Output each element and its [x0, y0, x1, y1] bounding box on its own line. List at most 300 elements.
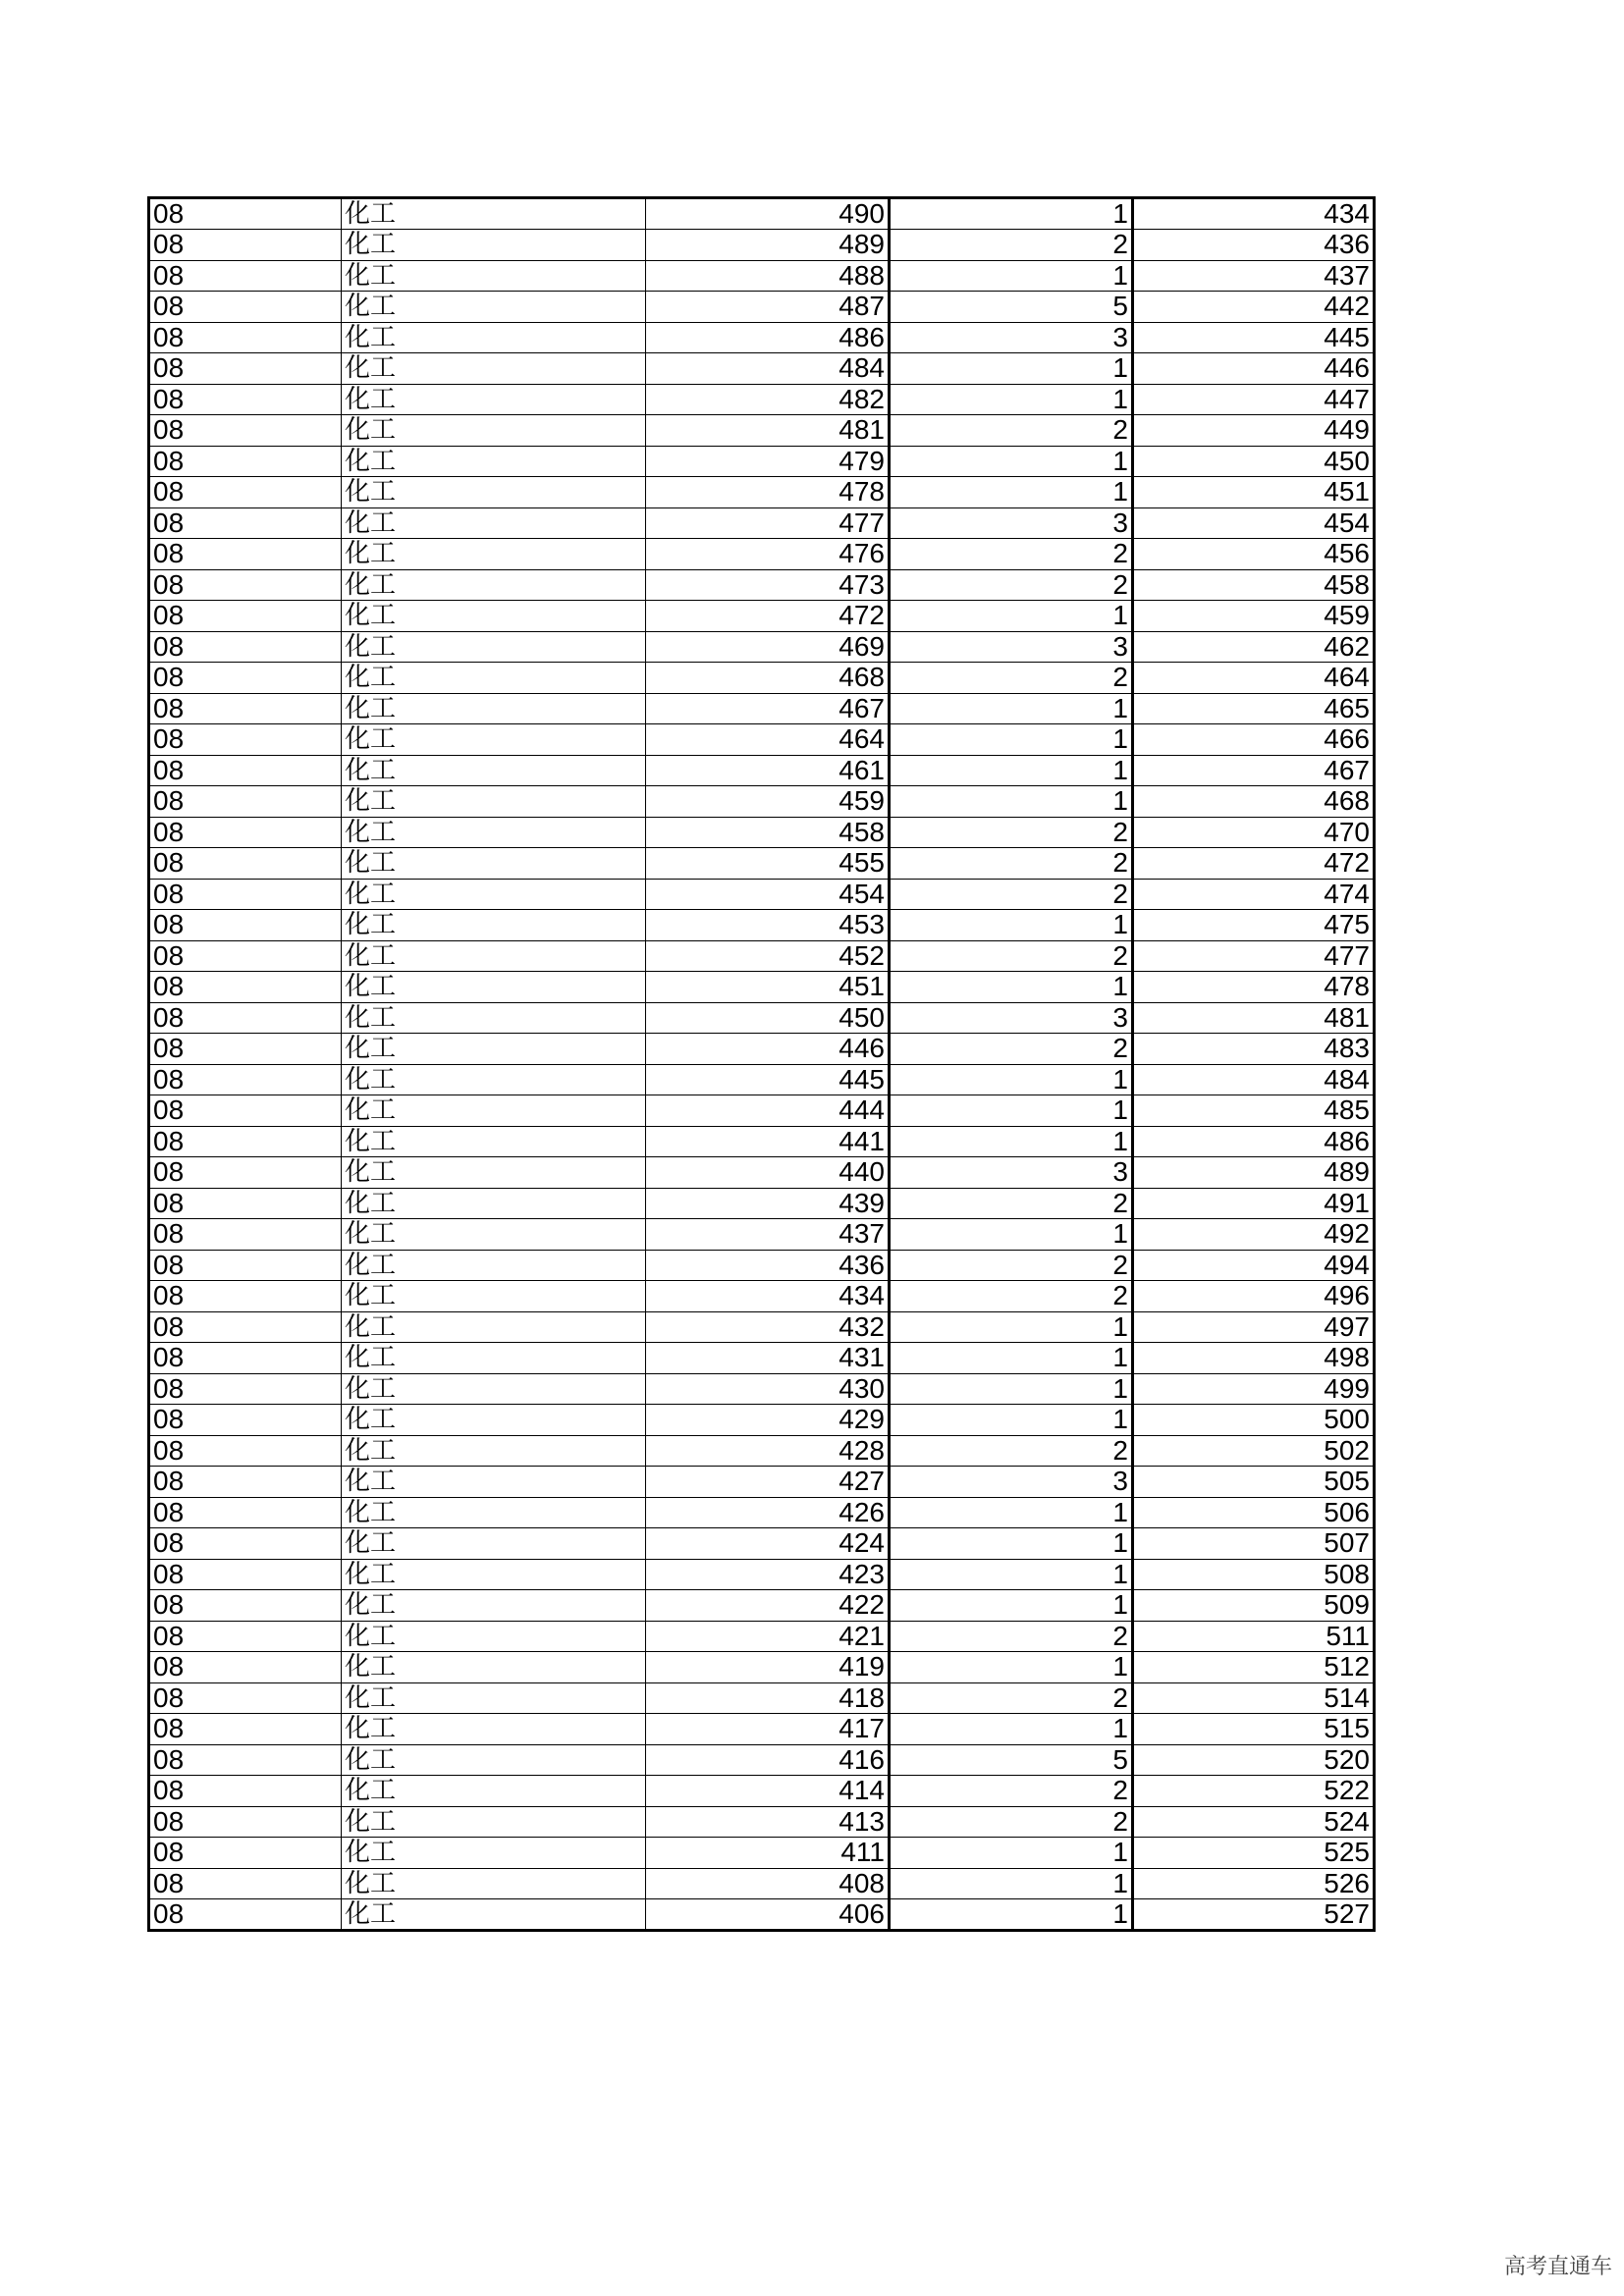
cumulative-cell: 450 [1133, 446, 1375, 477]
score-cell: 428 [646, 1435, 890, 1467]
subject-cell: 化工 [342, 601, 646, 632]
table-row [149, 415, 1375, 447]
cumulative-cell: 527 [1133, 1899, 1375, 1931]
subject-cell: 化工 [342, 1714, 646, 1745]
table-row [149, 663, 1375, 694]
score-cell: 432 [646, 1311, 890, 1343]
count-cell: 2 [890, 940, 1133, 972]
score-cell: 488 [646, 260, 890, 292]
cumulative-cell: 502 [1133, 1435, 1375, 1467]
cumulative-cell: 485 [1133, 1095, 1375, 1127]
cumulative-cell: 489 [1133, 1157, 1375, 1189]
count-cell: 5 [890, 1744, 1133, 1776]
count-cell: 1 [890, 1405, 1133, 1436]
table-row [149, 1838, 1375, 1869]
table-row [149, 1250, 1375, 1281]
subject-cell: 化工 [342, 1250, 646, 1281]
score-table [147, 196, 1376, 1932]
count-cell: 1 [890, 1714, 1133, 1745]
code-cell: 08 [149, 539, 342, 570]
score-cell: 467 [646, 693, 890, 724]
cumulative-cell: 484 [1133, 1064, 1375, 1095]
count-cell: 1 [890, 1899, 1133, 1931]
table-row [149, 1034, 1375, 1065]
subject-cell: 化工 [342, 1652, 646, 1683]
count-cell: 2 [890, 569, 1133, 601]
table-row [149, 353, 1375, 385]
score-cell: 476 [646, 539, 890, 570]
code-cell: 08 [149, 1373, 342, 1405]
score-cell: 419 [646, 1652, 890, 1683]
code-cell: 08 [149, 817, 342, 848]
subject-cell: 化工 [342, 1188, 646, 1219]
count-cell: 2 [890, 1776, 1133, 1807]
score-cell: 450 [646, 1002, 890, 1034]
cumulative-cell: 515 [1133, 1714, 1375, 1745]
table-row [149, 1776, 1375, 1807]
subject-cell: 化工 [342, 1405, 646, 1436]
code-cell: 08 [149, 755, 342, 786]
table-row [149, 1157, 1375, 1189]
cumulative-cell: 506 [1133, 1497, 1375, 1528]
code-cell: 08 [149, 972, 342, 1003]
score-cell: 482 [646, 384, 890, 415]
code-cell: 08 [149, 1095, 342, 1127]
subject-cell: 化工 [342, 1343, 646, 1374]
cumulative-cell: 474 [1133, 879, 1375, 910]
table-row [149, 1219, 1375, 1251]
table-row [149, 539, 1375, 570]
table-row [149, 786, 1375, 818]
score-cell: 427 [646, 1467, 890, 1498]
cumulative-cell: 512 [1133, 1652, 1375, 1683]
table-row [149, 446, 1375, 477]
code-cell: 08 [149, 1590, 342, 1622]
code-cell: 08 [149, 477, 342, 508]
subject-cell: 化工 [342, 569, 646, 601]
subject-cell: 化工 [342, 230, 646, 261]
table-row [149, 507, 1375, 539]
code-cell: 08 [149, 260, 342, 292]
cumulative-cell: 496 [1133, 1281, 1375, 1312]
cumulative-cell: 507 [1133, 1528, 1375, 1560]
count-cell: 1 [890, 353, 1133, 385]
table-row [149, 1373, 1375, 1405]
code-cell: 08 [149, 1064, 342, 1095]
subject-cell: 化工 [342, 1095, 646, 1127]
cumulative-cell: 445 [1133, 322, 1375, 353]
count-cell: 1 [890, 1126, 1133, 1157]
table-row [149, 817, 1375, 848]
count-cell: 1 [890, 384, 1133, 415]
subject-cell: 化工 [342, 1621, 646, 1652]
count-cell: 1 [890, 1528, 1133, 1560]
score-cell: 478 [646, 477, 890, 508]
count-cell: 1 [890, 1095, 1133, 1127]
code-cell: 08 [149, 1343, 342, 1374]
table-row [149, 755, 1375, 786]
score-cell: 452 [646, 940, 890, 972]
table-row [149, 1126, 1375, 1157]
score-cell: 490 [646, 198, 890, 230]
subject-cell: 化工 [342, 817, 646, 848]
score-cell: 445 [646, 1064, 890, 1095]
score-cell: 451 [646, 972, 890, 1003]
table-row [149, 972, 1375, 1003]
subject-cell: 化工 [342, 1281, 646, 1312]
score-cell: 468 [646, 663, 890, 694]
table-row [149, 1497, 1375, 1528]
score-cell: 439 [646, 1188, 890, 1219]
code-cell: 08 [149, 631, 342, 663]
subject-cell: 化工 [342, 786, 646, 818]
score-cell: 453 [646, 910, 890, 941]
code-cell: 08 [149, 1744, 342, 1776]
subject-cell: 化工 [342, 415, 646, 447]
table-row [149, 1002, 1375, 1034]
code-cell: 08 [149, 724, 342, 756]
code-cell: 08 [149, 1219, 342, 1251]
code-cell: 08 [149, 1621, 342, 1652]
cumulative-cell: 498 [1133, 1343, 1375, 1374]
table-row [149, 1435, 1375, 1467]
count-cell: 3 [890, 1002, 1133, 1034]
table-row [149, 601, 1375, 632]
table-row [149, 230, 1375, 261]
code-cell: 08 [149, 1559, 342, 1590]
count-cell: 2 [890, 1188, 1133, 1219]
score-cell: 430 [646, 1373, 890, 1405]
subject-cell: 化工 [342, 1776, 646, 1807]
count-cell: 1 [890, 972, 1133, 1003]
subject-cell: 化工 [342, 1806, 646, 1838]
cumulative-cell: 446 [1133, 353, 1375, 385]
subject-cell: 化工 [342, 1034, 646, 1065]
code-cell: 08 [149, 663, 342, 694]
code-cell: 08 [149, 786, 342, 818]
count-cell: 1 [890, 446, 1133, 477]
code-cell: 08 [149, 879, 342, 910]
cumulative-cell: 447 [1133, 384, 1375, 415]
code-cell: 08 [149, 1528, 342, 1560]
table-row [149, 292, 1375, 323]
count-cell: 2 [890, 817, 1133, 848]
count-cell: 1 [890, 198, 1133, 230]
table-row [149, 1744, 1375, 1776]
score-table-body [149, 198, 1375, 1931]
count-cell: 3 [890, 507, 1133, 539]
score-cell: 431 [646, 1343, 890, 1374]
cumulative-cell: 467 [1133, 755, 1375, 786]
code-cell: 08 [149, 1311, 342, 1343]
count-cell: 1 [890, 260, 1133, 292]
cumulative-cell: 464 [1133, 663, 1375, 694]
code-cell: 08 [149, 1281, 342, 1312]
table-row [149, 1405, 1375, 1436]
count-cell: 2 [890, 1806, 1133, 1838]
cumulative-cell: 499 [1133, 1373, 1375, 1405]
cumulative-cell: 437 [1133, 260, 1375, 292]
table-row [149, 1714, 1375, 1745]
watermark-text: 高考直通车 [1503, 2255, 1612, 2279]
table-row [149, 910, 1375, 941]
table-row [149, 1188, 1375, 1219]
subject-cell: 化工 [342, 940, 646, 972]
score-cell: 429 [646, 1405, 890, 1436]
code-cell: 08 [149, 1250, 342, 1281]
score-cell: 461 [646, 755, 890, 786]
cumulative-cell: 451 [1133, 477, 1375, 508]
score-cell: 416 [646, 1744, 890, 1776]
subject-cell: 化工 [342, 1838, 646, 1869]
score-cell: 446 [646, 1034, 890, 1065]
score-cell: 417 [646, 1714, 890, 1745]
count-cell: 2 [890, 1682, 1133, 1714]
cumulative-cell: 458 [1133, 569, 1375, 601]
code-cell: 08 [149, 322, 342, 353]
count-cell: 1 [890, 755, 1133, 786]
score-cell: 472 [646, 601, 890, 632]
cumulative-cell: 436 [1133, 230, 1375, 261]
count-cell: 1 [890, 1373, 1133, 1405]
table-row [149, 1281, 1375, 1312]
cumulative-cell: 509 [1133, 1590, 1375, 1622]
count-cell: 1 [890, 724, 1133, 756]
score-cell: 444 [646, 1095, 890, 1127]
table-row [149, 848, 1375, 880]
count-cell: 1 [890, 1559, 1133, 1590]
score-cell: 424 [646, 1528, 890, 1560]
subject-cell: 化工 [342, 1497, 646, 1528]
count-cell: 1 [890, 1219, 1133, 1251]
cumulative-cell: 449 [1133, 415, 1375, 447]
score-cell: 436 [646, 1250, 890, 1281]
cumulative-cell: 514 [1133, 1682, 1375, 1714]
count-cell: 1 [890, 1868, 1133, 1899]
code-cell: 08 [149, 230, 342, 261]
score-cell: 469 [646, 631, 890, 663]
code-cell: 08 [149, 1188, 342, 1219]
code-cell: 08 [149, 693, 342, 724]
cumulative-cell: 456 [1133, 539, 1375, 570]
table-row [149, 1467, 1375, 1498]
count-cell: 2 [890, 1250, 1133, 1281]
cumulative-cell: 459 [1133, 601, 1375, 632]
subject-cell: 化工 [342, 1435, 646, 1467]
count-cell: 1 [890, 477, 1133, 508]
cumulative-cell: 491 [1133, 1188, 1375, 1219]
table-row [149, 1899, 1375, 1931]
code-cell: 08 [149, 1776, 342, 1807]
count-cell: 1 [890, 601, 1133, 632]
count-cell: 2 [890, 539, 1133, 570]
code-cell: 08 [149, 353, 342, 385]
score-cell: 423 [646, 1559, 890, 1590]
subject-cell: 化工 [342, 1899, 646, 1931]
cumulative-cell: 462 [1133, 631, 1375, 663]
cumulative-cell: 511 [1133, 1621, 1375, 1652]
subject-cell: 化工 [342, 724, 646, 756]
table-row [149, 1682, 1375, 1714]
count-cell: 3 [890, 631, 1133, 663]
score-cell: 458 [646, 817, 890, 848]
table-row [149, 724, 1375, 756]
code-cell: 08 [149, 910, 342, 941]
count-cell: 1 [890, 786, 1133, 818]
count-cell: 1 [890, 1590, 1133, 1622]
code-cell: 08 [149, 1002, 342, 1034]
score-cell: 437 [646, 1219, 890, 1251]
subject-cell: 化工 [342, 446, 646, 477]
score-cell: 413 [646, 1806, 890, 1838]
subject-cell: 化工 [342, 1868, 646, 1899]
count-cell: 2 [890, 663, 1133, 694]
code-cell: 08 [149, 1157, 342, 1189]
cumulative-cell: 434 [1133, 198, 1375, 230]
cumulative-cell: 524 [1133, 1806, 1375, 1838]
count-cell: 2 [890, 1281, 1133, 1312]
cumulative-cell: 483 [1133, 1034, 1375, 1065]
count-cell: 2 [890, 1034, 1133, 1065]
count-cell: 2 [890, 230, 1133, 261]
score-cell: 441 [646, 1126, 890, 1157]
cumulative-cell: 520 [1133, 1744, 1375, 1776]
code-cell: 08 [149, 1652, 342, 1683]
table-row [149, 384, 1375, 415]
cumulative-cell: 525 [1133, 1838, 1375, 1869]
score-cell: 481 [646, 415, 890, 447]
subject-cell: 化工 [342, 631, 646, 663]
table-row [149, 1528, 1375, 1560]
cumulative-cell: 494 [1133, 1250, 1375, 1281]
cumulative-cell: 475 [1133, 910, 1375, 941]
code-cell: 08 [149, 1682, 342, 1714]
count-cell: 2 [890, 848, 1133, 880]
count-cell: 2 [890, 1435, 1133, 1467]
subject-cell: 化工 [342, 1373, 646, 1405]
subject-cell: 化工 [342, 507, 646, 539]
table-row [149, 879, 1375, 910]
cumulative-cell: 508 [1133, 1559, 1375, 1590]
subject-cell: 化工 [342, 693, 646, 724]
code-cell: 08 [149, 1714, 342, 1745]
subject-cell: 化工 [342, 1157, 646, 1189]
subject-cell: 化工 [342, 1528, 646, 1560]
table-row [149, 1559, 1375, 1590]
table-row [149, 260, 1375, 292]
score-cell: 422 [646, 1590, 890, 1622]
subject-cell: 化工 [342, 848, 646, 880]
count-cell: 1 [890, 1652, 1133, 1683]
code-cell: 08 [149, 1838, 342, 1869]
code-cell: 08 [149, 415, 342, 447]
subject-cell: 化工 [342, 1126, 646, 1157]
count-cell: 3 [890, 322, 1133, 353]
score-cell: 477 [646, 507, 890, 539]
code-cell: 08 [149, 507, 342, 539]
count-cell: 3 [890, 1467, 1133, 1498]
code-cell: 08 [149, 292, 342, 323]
count-cell: 1 [890, 693, 1133, 724]
table-row [149, 322, 1375, 353]
table-row [149, 477, 1375, 508]
subject-cell: 化工 [342, 755, 646, 786]
subject-cell: 化工 [342, 477, 646, 508]
cumulative-cell: 492 [1133, 1219, 1375, 1251]
score-cell: 440 [646, 1157, 890, 1189]
subject-cell: 化工 [342, 1002, 646, 1034]
score-cell: 408 [646, 1868, 890, 1899]
code-cell: 08 [149, 1405, 342, 1436]
code-cell: 08 [149, 569, 342, 601]
subject-cell: 化工 [342, 198, 646, 230]
score-cell: 459 [646, 786, 890, 818]
score-cell: 455 [646, 848, 890, 880]
score-cell: 484 [646, 353, 890, 385]
count-cell: 1 [890, 1497, 1133, 1528]
cumulative-cell: 505 [1133, 1467, 1375, 1498]
score-cell: 414 [646, 1776, 890, 1807]
table-row [149, 1652, 1375, 1683]
cumulative-cell: 486 [1133, 1126, 1375, 1157]
code-cell: 08 [149, 1899, 342, 1931]
count-cell: 1 [890, 1064, 1133, 1095]
cumulative-cell: 454 [1133, 507, 1375, 539]
subject-cell: 化工 [342, 1682, 646, 1714]
subject-cell: 化工 [342, 384, 646, 415]
subject-cell: 化工 [342, 1744, 646, 1776]
code-cell: 08 [149, 1806, 342, 1838]
cumulative-cell: 497 [1133, 1311, 1375, 1343]
code-cell: 08 [149, 601, 342, 632]
subject-cell: 化工 [342, 1311, 646, 1343]
count-cell: 2 [890, 415, 1133, 447]
subject-cell: 化工 [342, 663, 646, 694]
table-row [149, 1064, 1375, 1095]
score-cell: 464 [646, 724, 890, 756]
score-cell: 487 [646, 292, 890, 323]
subject-cell: 化工 [342, 1467, 646, 1498]
count-cell: 5 [890, 292, 1133, 323]
count-cell: 2 [890, 879, 1133, 910]
score-cell: 434 [646, 1281, 890, 1312]
table-row [149, 1868, 1375, 1899]
code-cell: 08 [149, 384, 342, 415]
table-row [149, 1590, 1375, 1622]
subject-cell: 化工 [342, 1064, 646, 1095]
code-cell: 08 [149, 1868, 342, 1899]
score-cell: 426 [646, 1497, 890, 1528]
subject-cell: 化工 [342, 972, 646, 1003]
cumulative-cell: 468 [1133, 786, 1375, 818]
table-row [149, 1621, 1375, 1652]
score-cell: 473 [646, 569, 890, 601]
table-row [149, 1095, 1375, 1127]
score-cell: 489 [646, 230, 890, 261]
code-cell: 08 [149, 1497, 342, 1528]
score-cell: 406 [646, 1899, 890, 1931]
count-cell: 1 [890, 1838, 1133, 1869]
subject-cell: 化工 [342, 910, 646, 941]
cumulative-cell: 478 [1133, 972, 1375, 1003]
cumulative-cell: 465 [1133, 693, 1375, 724]
code-cell: 08 [149, 1126, 342, 1157]
cumulative-cell: 472 [1133, 848, 1375, 880]
score-cell: 486 [646, 322, 890, 353]
table-row [149, 1343, 1375, 1374]
subject-cell: 化工 [342, 353, 646, 385]
code-cell: 08 [149, 446, 342, 477]
